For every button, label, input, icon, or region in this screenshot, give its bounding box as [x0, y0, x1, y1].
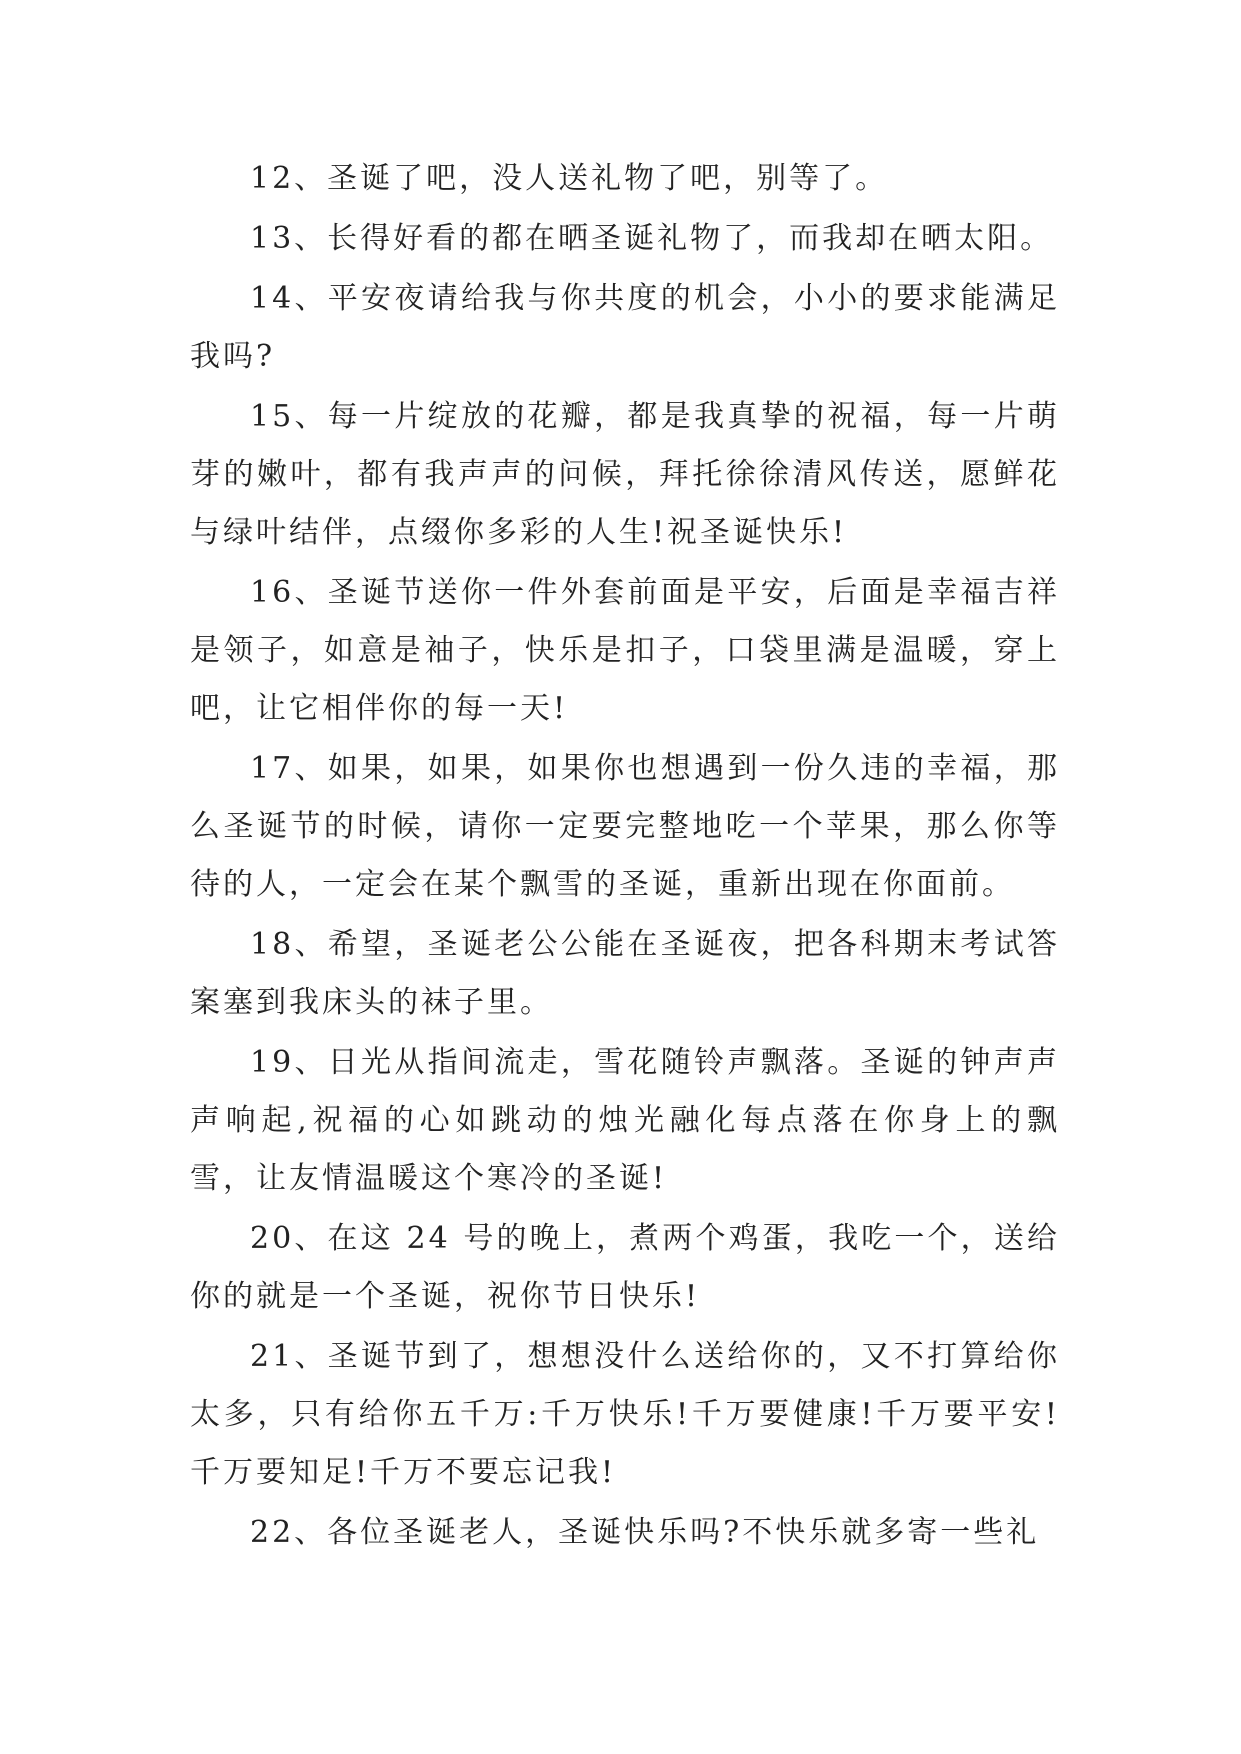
paragraph-20: 20、在这 24 号的晚上，煮两个鸡蛋，我吃一个，送给你的就是一个圣诞，祝你节日快乐!	[190, 1221, 1060, 1314]
paragraph-12: 12、圣诞了吧，没人送礼物了吧，别等了。	[250, 161, 889, 196]
document-page	[190, 150, 1060, 1564]
paragraph-19: 19、日光从指间流走，雪花随铃声飘落。圣诞的钟声声声响起,祝福的心如跳动的烛光融化每点落在你身上的飘雪，让友情温暖这个寒冷的圣诞!	[190, 1045, 1060, 1196]
paragraph-13: 13、长得好看的都在晒圣诞礼物了，而我却在晒太阳。	[250, 221, 1054, 256]
paragraph-15: 15、每一片绽放的花瓣，都是我真挚的祝福，每一片萌芽的嫩叶，都有我声声的问候，拜托徐徐清风传送，愿鲜花与绿叶结伴，点缀你多彩的人生!祝圣诞快乐!	[190, 399, 1060, 550]
paragraph-17: 17、如果，如果，如果你也想遇到一份久违的幸福，那么圣诞节的时候，请你一定要完整地吃一个苹果，那么你等待的人，一定会在某个飘雪的圣诞，重新出现在你面前。	[190, 751, 1060, 902]
paragraph-14: 14、平安夜请给我与你共度的机会，小小的要求能满足我吗?	[190, 281, 1060, 374]
paragraph-16: 16、圣诞节送你一件外套前面是平安，后面是幸福吉祥是领子，如意是袖子，快乐是扣子，口袋里满是温暖，穿上吧，让它相伴你的每一天!	[190, 575, 1060, 726]
paragraph-18: 18、希望，圣诞老公公能在圣诞夜，把各科期末考试答案塞到我床头的袜子里。	[190, 927, 1060, 1020]
paragraph-21: 21、圣诞节到了，想想没什么送给你的，又不打算给你太多，只有给你五千万:千万快乐!千万要健康!千万要平安!千万要知足!千万不要忘记我!	[190, 1339, 1060, 1490]
paragraph-22: 22、各位圣诞老人，圣诞快乐吗?不快乐就多寄一些礼	[250, 1515, 1040, 1550]
